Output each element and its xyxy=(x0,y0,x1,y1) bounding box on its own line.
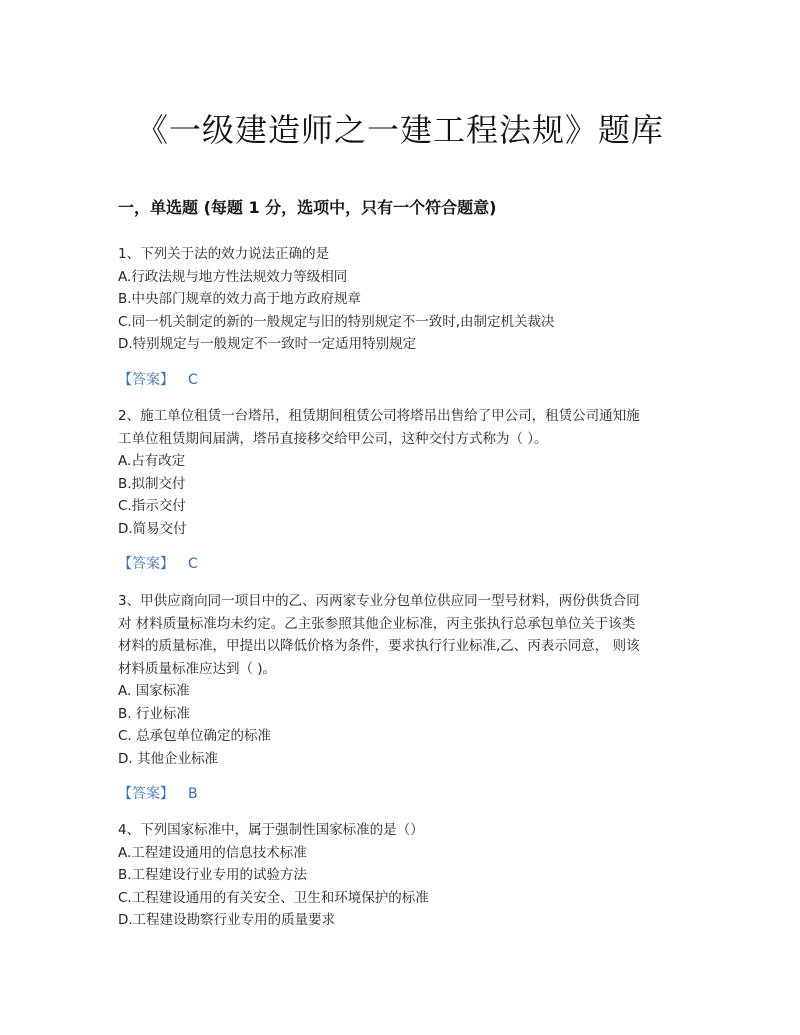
option-a: A.行政法规与地方性法规效力等级相同 xyxy=(118,268,348,285)
question-stem-line: 材料的质量标准，甲提出以降低价格为条件，要求执行行业标准,乙、丙表示同意， 则该 xyxy=(118,638,640,654)
option-d: D.工程建设勘察行业专用的质量要求 xyxy=(118,912,336,928)
option-b: B. 行业标准 xyxy=(118,705,190,722)
question-4 xyxy=(118,819,678,932)
question-stem-line: 工单位租赁期间届满，塔吊直接移交给甲公司，这种交付方式称为（ ）。 xyxy=(118,430,548,447)
answer-3 xyxy=(118,783,198,805)
question-stem-line: 2、施工单位租赁一台塔吊，租赁期间租赁公司将塔吊出售给了甲公司，租赁公司通知施 xyxy=(118,408,640,424)
page-title: 《一级建造师之一建工程法规》题库 xyxy=(135,111,664,149)
question-stem-line: 3、甲供应商向同一项目中的乙、丙两家专业分包单位供应同一型号材料，两份供货合同 xyxy=(118,593,640,609)
option-a: A.工程建设通用的信息技术标准 xyxy=(118,844,307,861)
option-a: A.占有改定 xyxy=(118,453,186,469)
option-d: D. 其他企业标准 xyxy=(118,750,218,767)
option-c: C.指示交付 xyxy=(118,498,186,514)
answer-value: C xyxy=(188,372,198,388)
question-stem-line: 材料质量标准应达到（ )。 xyxy=(118,660,277,677)
question-stem-line: 4、下列国家标准中，属于强制性国家标准的是（） xyxy=(118,822,424,838)
question-stem-line: 对 材料质量标准均未约定。乙主张参照其他企业标准，丙主张执行总承包单位关于该类 xyxy=(118,615,636,632)
answer-value: B xyxy=(188,786,198,802)
question-1 xyxy=(118,243,678,356)
answer-2 xyxy=(118,553,198,575)
option-c: C. 总承包单位确定的标准 xyxy=(118,728,272,744)
option-c: C.工程建设通用的有关安全、卫生和环境保护的标准 xyxy=(118,889,429,906)
section-heading: 一，单选题 (每题 1 分，选项中，只有一个符合题意) xyxy=(118,198,497,217)
option-a: A. 国家标准 xyxy=(118,683,190,699)
option-b: B.工程建设行业专用的试验方法 xyxy=(118,867,308,883)
option-d: D.特别规定与一般规定不一致时一定适用特别规定 xyxy=(118,336,417,352)
question-stem-line: 1、下列关于法的效力说法正确的是 xyxy=(118,246,330,262)
option-c: C.同一机关制定的新的一般规定与旧的特别规定不一致时,由制定机关裁决 xyxy=(118,313,555,330)
option-d: D.简易交付 xyxy=(118,520,187,537)
answer-label: 【答案】 xyxy=(118,786,174,802)
answer-label: 【答案】 xyxy=(118,556,174,572)
answer-value: C xyxy=(188,556,198,572)
question-2 xyxy=(118,405,678,540)
option-b: B.中央部门规章的效力高于地方政府规章 xyxy=(118,291,362,307)
answer-1 xyxy=(118,369,198,391)
option-b: B.拟制交付 xyxy=(118,475,186,492)
answer-label: 【答案】 xyxy=(118,372,174,388)
question-3 xyxy=(118,590,678,770)
